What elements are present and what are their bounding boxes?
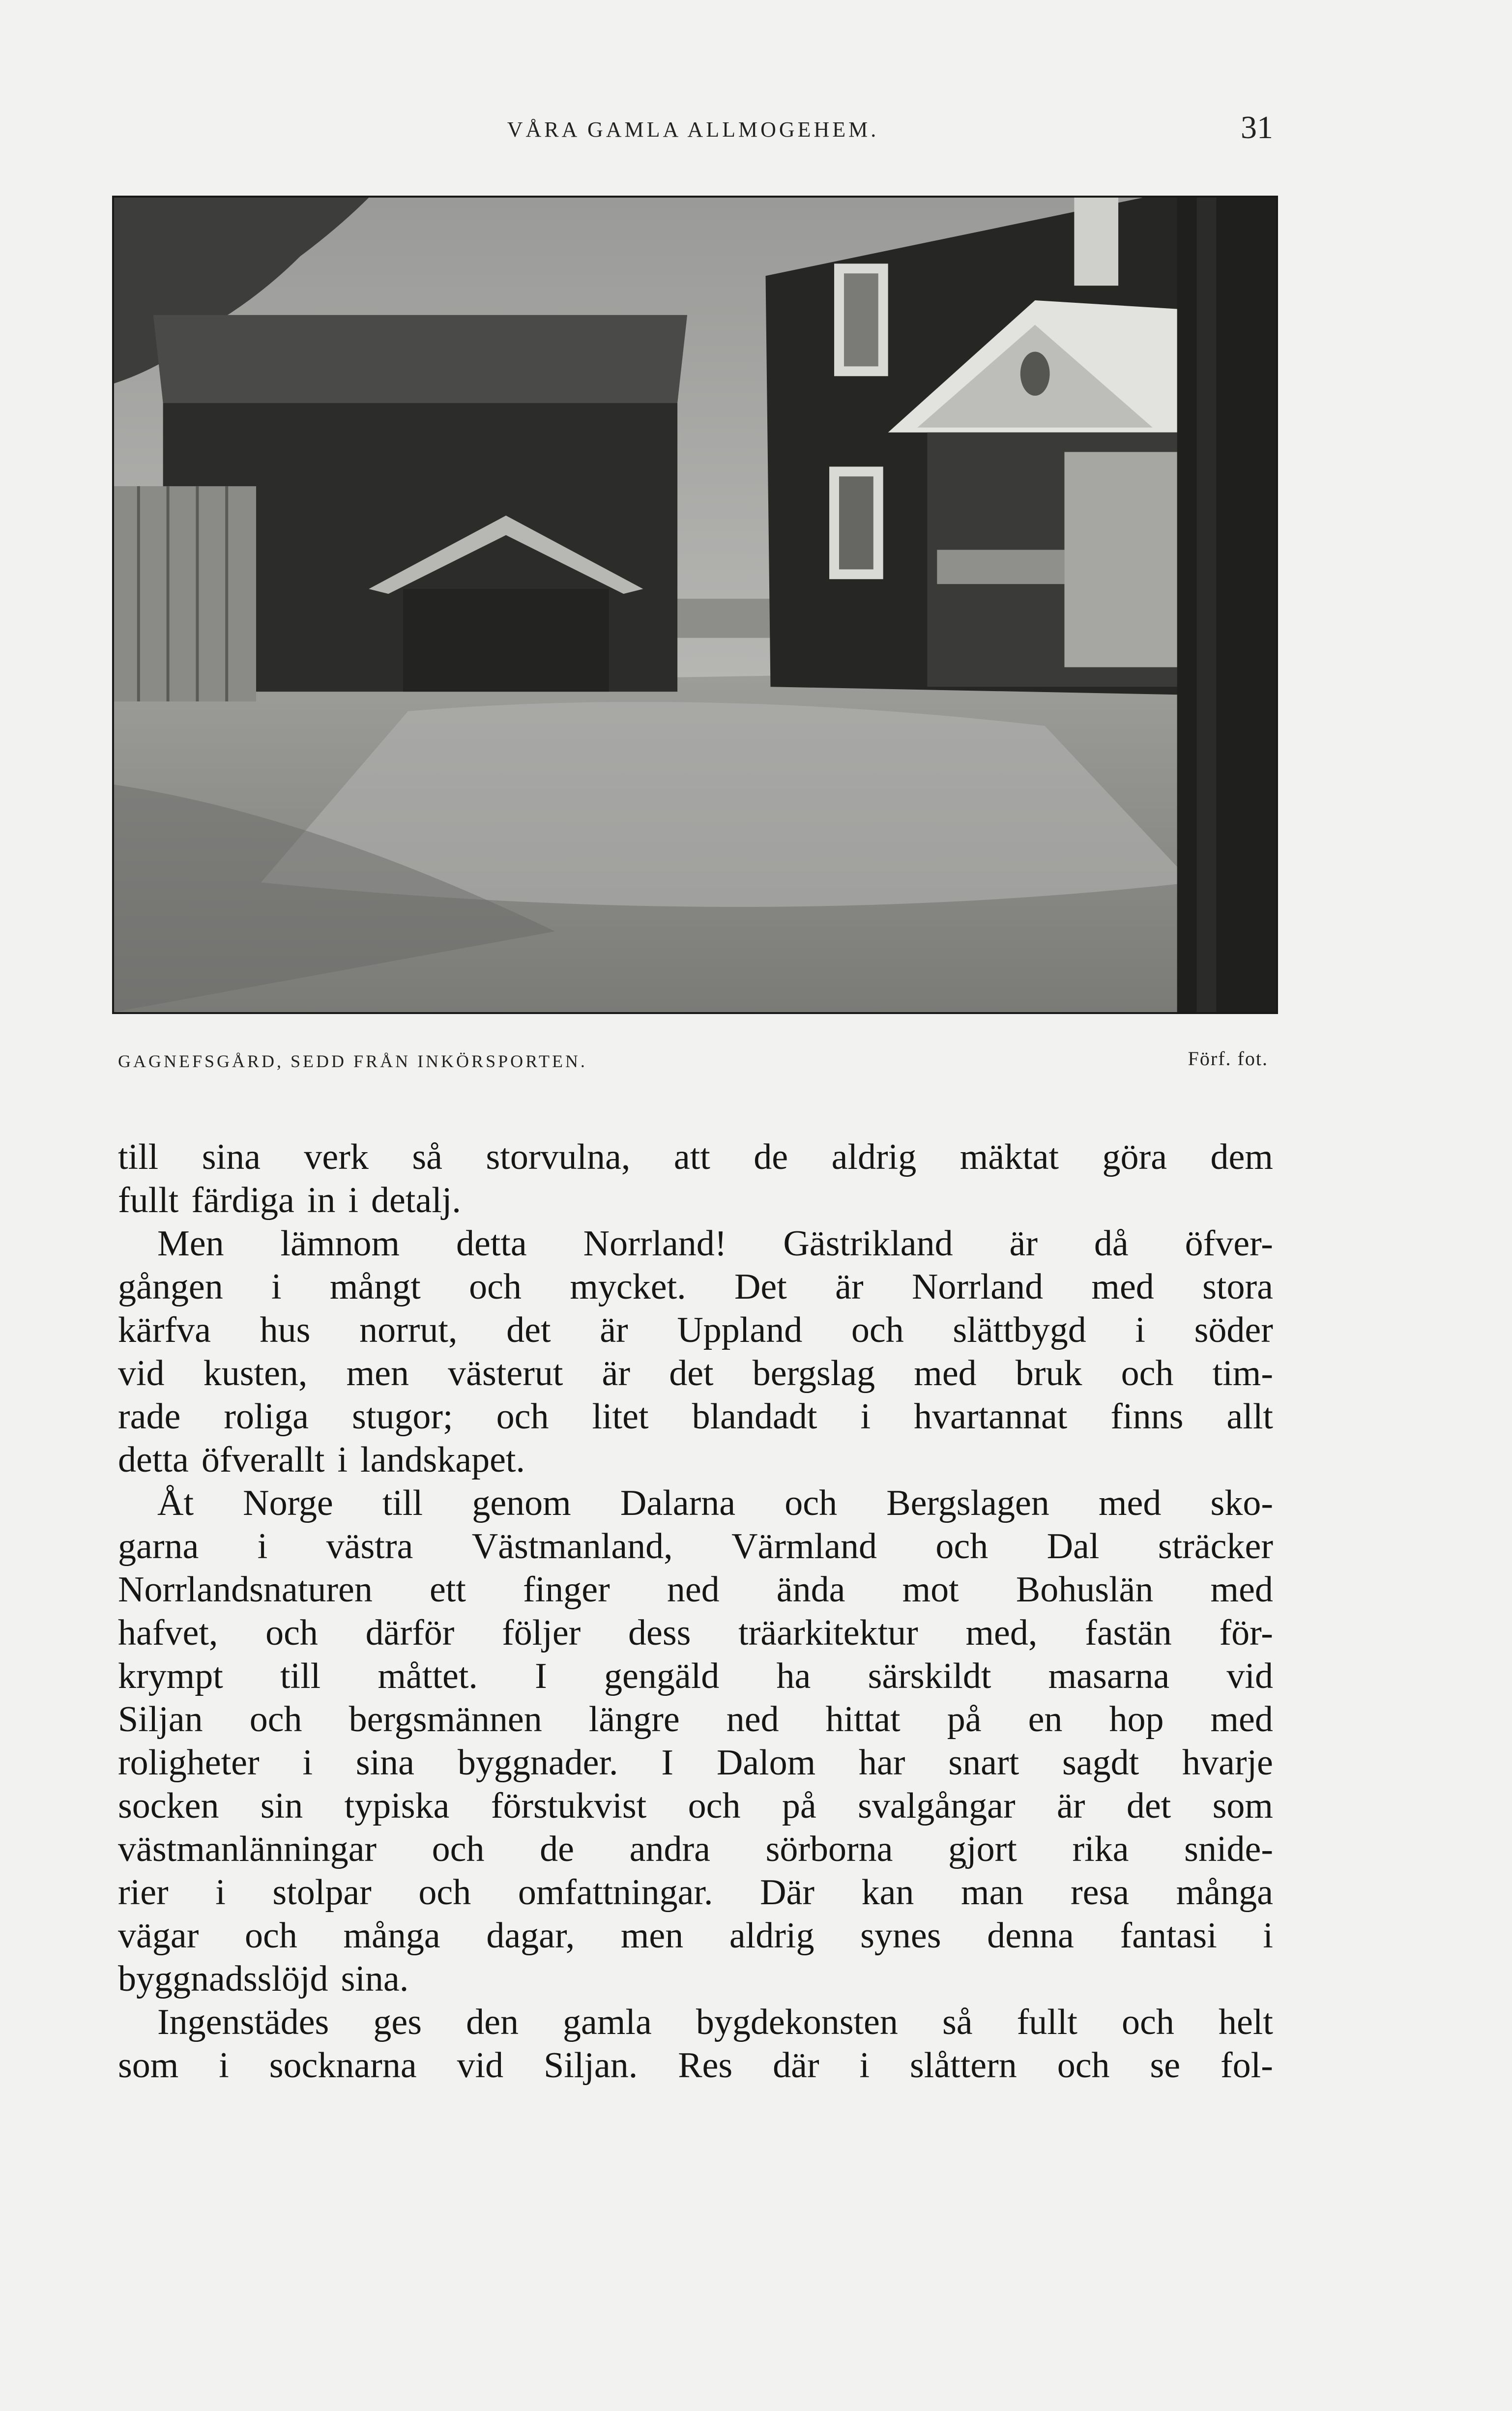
text-line: byggnadsslöjd sina. (118, 1959, 409, 1999)
text-line: Norrlandsnaturen ett finger ned ända mot Bohuslän med (118, 1569, 1273, 1610)
text-line: socken sin typiska förstukvist och på svalgångar är det som (118, 1786, 1273, 1826)
text-line: roligheter i sina byggnader. I Dalom har snart sagdt hvarje (118, 1743, 1273, 1783)
photo-credit: Förf. fot. (1188, 1047, 1268, 1070)
text-line: Siljan och bergsmännen längre ned hittat på en hop med (118, 1699, 1273, 1740)
text-line: detta öfverallt i landskapet. (118, 1440, 525, 1480)
text-line: fullt färdiga in i detalj. (118, 1180, 461, 1220)
text-line: kärfva hus norrut, det är Uppland och slättbygd i söder (118, 1310, 1273, 1350)
text-line: vägar och många dagar, men aldrig synes denna fantasi i (118, 1916, 1273, 1956)
text-line: gången i mångt och mycket. Det är Norrland med stora (118, 1267, 1273, 1307)
text-line: Åt Norge till genom Dalarna och Bergslagen med sko- (157, 1483, 1273, 1523)
text-line: krympt till måttet. I gengäld ha särskildt masarna vid (118, 1656, 1273, 1696)
text-line: som i socknarna vid Siljan. Res där i slåttern och se fol- (118, 2045, 1273, 2086)
text-line: Men lämnom detta Norrland! Gästrikland är då öfver- (157, 1223, 1273, 1264)
text-line: rier i stolpar och omfattningar. Där kan man resa många (118, 1872, 1273, 1913)
page-number: 31 (1241, 110, 1273, 145)
text-line: garna i västra Västmanland, Värmland och Dal sträcker (118, 1526, 1273, 1567)
text-line: hafvet, och därför följer dess träarkitektur med, fastän för- (118, 1613, 1273, 1653)
farmstead-photograph (112, 196, 1278, 1014)
text-line: västmanlänningar och de andra sörborna gjort rika snide- (118, 1829, 1273, 1869)
body-text (118, 1135, 1273, 2087)
text-line: vid kusten, men västerut är det bergslag med bruk och tim- (118, 1353, 1273, 1394)
text-line: till sina verk så storvulna, att de aldrig mäktat göra dem (118, 1137, 1273, 1177)
running-title: VÅRA GAMLA ALLMOGEHEM. (507, 117, 879, 142)
photo-caption: GAGNEFSGÅRD, SEDD FRÅN INKÖRSPORTEN. (118, 1051, 587, 1071)
text-line: Ingenstädes ges den gamla bygdekonsten så fullt och helt (157, 2002, 1273, 2042)
text-line: rade roliga stugor; och litet blandadt i hvartannat finns allt (118, 1396, 1273, 1437)
photo-illustration (114, 198, 1276, 1012)
